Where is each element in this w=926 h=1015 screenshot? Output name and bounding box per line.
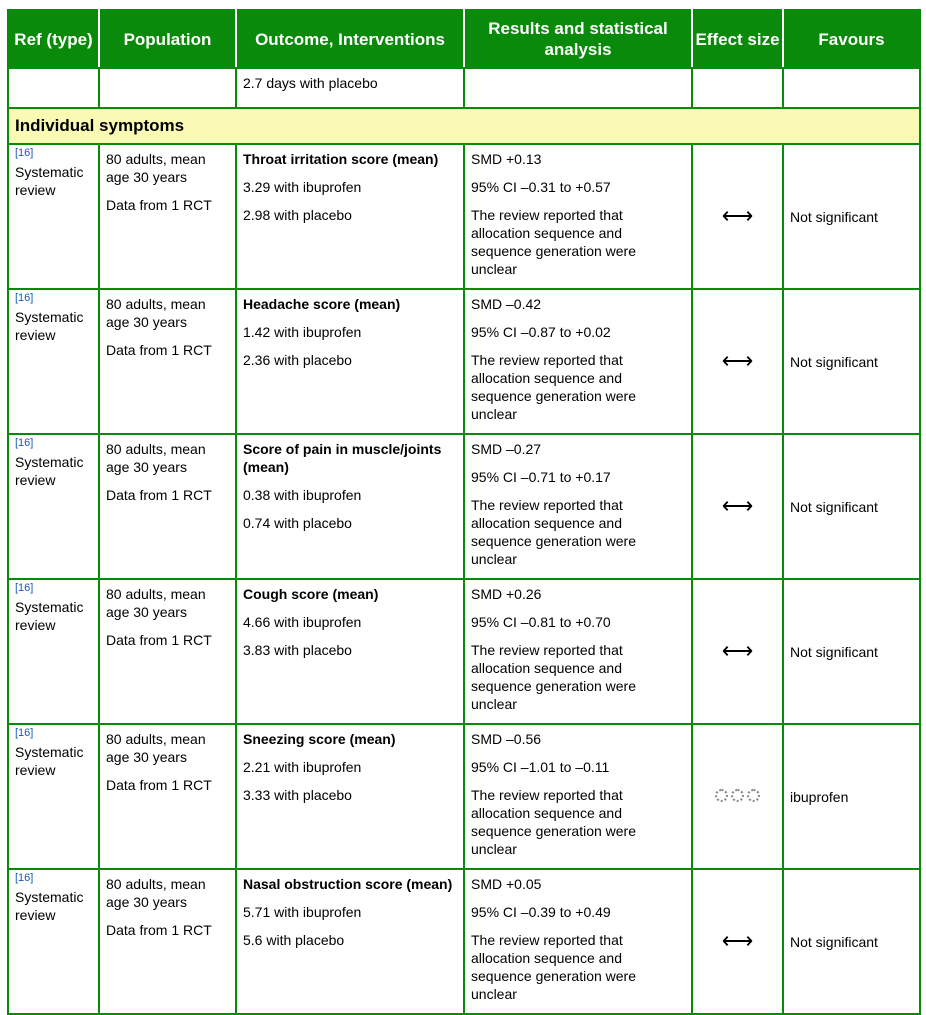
section-title: Individual symptoms [8,108,920,144]
double-arrow-icon: ⟷ [721,492,754,518]
population-desc: 80 adults, mean age 30 years [106,586,206,620]
cell-ref [8,289,99,434]
smd-value: SMD –0.42 [471,296,542,312]
population-desc: 80 adults, mean age 30 years [106,441,206,475]
cell-favours [783,434,920,579]
population-source: Data from 1 RCT [106,777,212,793]
ref-type: Systematic review [15,744,84,778]
cell-effect [692,724,783,869]
section-row [8,108,920,144]
confidence-interval: 95% CI –0.81 to +0.70 [471,614,611,630]
cell-ref [8,144,99,289]
smd-value: SMD –0.56 [471,731,542,747]
cell-results [464,68,692,108]
ref-type: Systematic review [15,164,84,198]
population-source: Data from 1 RCT [106,342,212,358]
cell-effect [692,579,783,724]
review-note: The review reported that allocation sequence and sequence generation were unclear [471,207,637,277]
outcome-arm: 5.6 with placebo [243,932,345,948]
outcome-arm: 1.42 with ibuprofen [243,324,362,340]
outcome-title: Score of pain in muscle/joints (mean) [243,441,442,475]
population-source: Data from 1 RCT [106,922,212,938]
population-desc: 80 adults, mean age 30 years [106,876,206,910]
ref-type: Systematic review [15,889,84,923]
outcome-arm: 2.36 with placebo [243,352,352,368]
ref-type: Systematic review [15,309,84,343]
smd-value: SMD +0.05 [471,876,542,892]
smd-value: SMD +0.26 [471,586,542,602]
cell-effect [692,289,783,434]
outcome-arm: 2.21 with ibuprofen [243,759,362,775]
confidence-interval: 95% CI –0.39 to +0.49 [471,904,611,920]
cell-results [464,434,692,579]
cell-outcome [236,144,464,289]
continuation-row [8,68,920,108]
favours-value: Not significant [790,933,878,950]
confidence-interval: 95% CI –0.87 to +0.02 [471,324,611,340]
outcome-title: Cough score (mean) [243,586,379,602]
table-row [8,434,920,579]
reference-link[interactable]: [16] [15,437,34,449]
cell-outcome [236,579,464,724]
reference-link[interactable]: [16] [15,727,34,739]
reference-link[interactable]: [16] [15,147,34,159]
smd-value: SMD –0.27 [471,441,542,457]
reference-link[interactable]: [16] [15,292,34,304]
outcome-arm: 0.38 with ibuprofen [243,487,362,503]
cell-results [464,289,692,434]
review-note: The review reported that allocation sequence and sequence generation were unclear [471,352,637,422]
cell-population [99,68,236,108]
cell-outcome [236,724,464,869]
table-row [8,869,920,1014]
header-results: Results and statistical analysis [464,10,692,68]
cell-population [99,434,236,579]
review-note: The review reported that allocation sequence and sequence generation were unclear [471,932,637,1002]
reference-link[interactable]: [16] [15,582,34,594]
cell-ref [8,579,99,724]
review-note: The review reported that allocation sequence and sequence generation were unclear [471,642,637,712]
favours-value: ibuprofen [790,788,849,805]
header-favours: Favours [783,10,920,68]
favours-value: Not significant [790,498,878,515]
outcome-arm: 4.66 with ibuprofen [243,614,362,630]
outcome-title: Headache score (mean) [243,296,401,312]
reference-link[interactable]: [16] [15,872,34,884]
population-source: Data from 1 RCT [106,487,212,503]
outcome-title: Sneezing score (mean) [243,731,396,747]
population-desc: 80 adults, mean age 30 years [106,151,206,185]
smd-value: SMD +0.13 [471,151,542,167]
cell-favours [783,724,920,869]
population-source: Data from 1 RCT [106,632,212,648]
double-arrow-icon: ⟷ [721,637,754,663]
cell-outcome [236,869,464,1014]
cell-population [99,724,236,869]
cell-effect [692,869,783,1014]
header-outcome: Outcome, Interventions [236,10,464,68]
cell-population [99,869,236,1014]
favours-value: Not significant [790,353,878,370]
outcome-arm: 3.33 with placebo [243,787,352,803]
cell-favours [783,144,920,289]
effect-dots-icon [715,789,760,802]
cell-ref [8,869,99,1014]
population-source: Data from 1 RCT [106,197,212,213]
cell-results [464,724,692,869]
outcome-arm: 2.7 days with placebo [243,75,378,91]
review-note: The review reported that allocation sequence and sequence generation were unclear [471,787,637,857]
confidence-interval: 95% CI –0.31 to +0.57 [471,179,611,195]
outcome-arm: 3.29 with ibuprofen [243,179,362,195]
cell-effect [692,68,783,108]
confidence-interval: 95% CI –1.01 to –0.11 [471,759,610,775]
cell-ref [8,68,99,108]
cell-ref [8,724,99,869]
cell-outcome [236,434,464,579]
double-arrow-icon: ⟷ [721,927,754,953]
double-arrow-icon: ⟷ [721,202,754,228]
cell-favours [783,579,920,724]
ref-type: Systematic review [15,454,84,488]
cell-ref [8,434,99,579]
table-row [8,579,920,724]
table-row [8,144,920,289]
cell-outcome [236,68,464,108]
population-desc: 80 adults, mean age 30 years [106,296,206,330]
ref-type: Systematic review [15,599,84,633]
cell-population [99,289,236,434]
cell-results [464,869,692,1014]
population-desc: 80 adults, mean age 30 years [106,731,206,765]
double-arrow-icon: ⟷ [721,347,754,373]
header-ref: Ref (type) [8,10,99,68]
outcome-arm: 0.74 with placebo [243,515,352,531]
review-note: The review reported that allocation sequence and sequence generation were unclear [471,497,637,567]
cell-favours [783,869,920,1014]
header-row [8,10,920,68]
outcome-arm: 5.71 with ibuprofen [243,904,362,920]
header-effect-size: Effect size [692,10,783,68]
table-row [8,289,920,434]
cell-results [464,579,692,724]
evidence-table [7,9,921,1015]
cell-favours [783,289,920,434]
outcome-arm: 3.83 with placebo [243,642,352,658]
favours-value: Not significant [790,643,878,660]
favours-value: Not significant [790,208,878,225]
cell-results [464,144,692,289]
outcome-arm: 2.98 with placebo [243,207,352,223]
outcome-title: Nasal obstruction score (mean) [243,876,453,892]
cell-effect [692,434,783,579]
confidence-interval: 95% CI –0.71 to +0.17 [471,469,611,485]
cell-effect [692,144,783,289]
cell-population [99,579,236,724]
table-row [8,724,920,869]
cell-favours [783,68,920,108]
outcome-title: Throat irritation score (mean) [243,151,439,167]
header-population: Population [99,10,236,68]
cell-population [99,144,236,289]
cell-outcome [236,289,464,434]
